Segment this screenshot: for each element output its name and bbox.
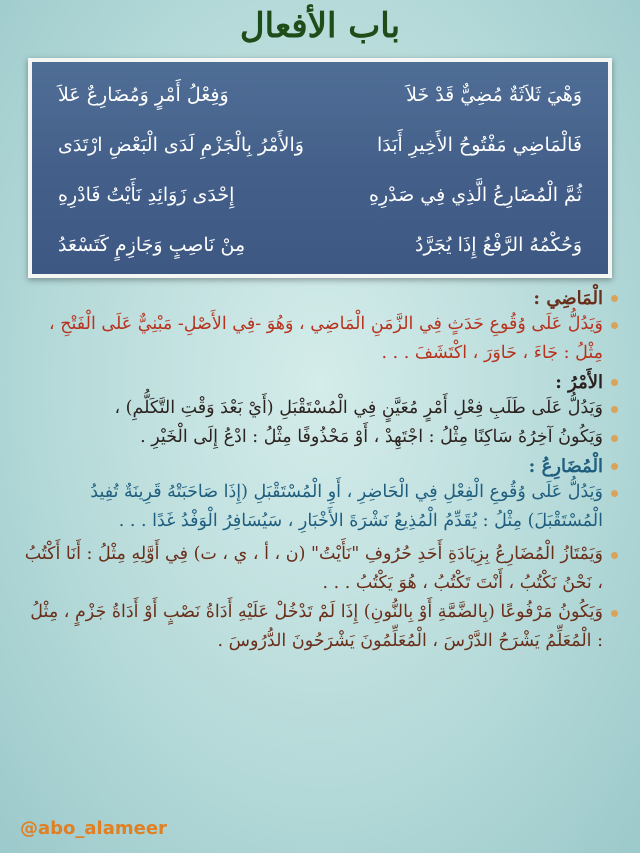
paragraph-text: وَيَكُونُ آخِرُهُ سَاكِنًا مِثْلُ : اجْتَهِدْ ، أَوْ مَحْذُوفًا مِثْلُ : ادْعُ إِلَى الْخَيْرِ . bbox=[140, 427, 603, 447]
section-heading-imperative bbox=[22, 370, 618, 394]
bullet-icon bbox=[611, 435, 618, 442]
poem-hemistich: وَهْيَ ثَلاَثَةٌ مُضِيٌّ قَدْ خَلاَ bbox=[406, 84, 582, 106]
poem-hemistich: فَالْمَاضِي مَفْتُوحُ الأَخِيرِ أَبَدَا bbox=[376, 134, 582, 156]
paragraph-text: وَيَدُلُّ عَلَى وُقُوعِ الْفِعْلِ فِي الْحَاضِرِ ، أَوِ الْمُسْتَقْبَلِ (إِذَا صَاحَبَتْهُ قَرِينَةٌ تُفِيدُ الْمُسْتَقْبَلَ) مِثْلُ : يُقَدِّمُ الْمُذِيعُ نَشْرَةَ الأَخْبَارِ ، سَيُسَافِرُ الْوَفْدُ غَدًا . . . bbox=[90, 482, 603, 531]
bullet-icon bbox=[611, 379, 618, 386]
author-watermark: @abo_alameer bbox=[20, 818, 167, 839]
poem-line-1 bbox=[32, 76, 608, 122]
bullet-icon bbox=[611, 295, 618, 302]
bullet-icon bbox=[611, 610, 618, 617]
paragraph-present-definition bbox=[22, 478, 618, 536]
paragraph-text: وَيَدُلُّ عَلَى وُقُوعِ حَدَثٍ فِي الزَّمَنِ الْمَاضِي ، وَهُوَ -فِي الأَصْلِ- مَبْنِيٌّ عَلَى الْفَتْحِ ، مِثْلُ : جَاءَ ، حَاوَرَ ، اكْتَشَفَ . . . bbox=[48, 314, 603, 363]
section-heading-present bbox=[22, 454, 618, 478]
bullet-icon bbox=[611, 406, 618, 413]
bullet-icon bbox=[611, 552, 618, 559]
page-title: باب الأفعال bbox=[239, 6, 401, 46]
heading-text: الْمَاضِي : bbox=[533, 287, 603, 309]
heading-text: الْمُضَارِعُ : bbox=[528, 455, 603, 477]
poem-hemistich: مِنْ نَاصِبٍ وَجَازِمٍ كَتَسْعَدُ bbox=[58, 234, 246, 256]
poem-box bbox=[28, 58, 612, 278]
explanation-content bbox=[22, 286, 618, 656]
paragraph-past-definition bbox=[22, 310, 618, 368]
poem-line-3 bbox=[32, 176, 608, 222]
paragraph-text: وَيَكُونُ مَرْفُوعًا (بِالضَّمَّةِ أَوْ بِالنُّونِ) إِذَا لَمْ تَدْخُلْ عَلَيْهِ أَدَاةُ نَصْبٍ أَوْ أَدَاةُ جَزْمٍ ، مِثْلُ : الْمُعَلِّمُ يَشْرَحُ الدَّرْسَ ، الْمُعَلِّمُونَ يَشْرَحُونَ الدُّرُوسَ . bbox=[30, 602, 603, 651]
paragraph-imperative-ending bbox=[22, 423, 618, 452]
poem-line-2 bbox=[32, 126, 608, 172]
paragraph-imperative-definition bbox=[22, 394, 618, 423]
poem-hemistich: إِحْدَى زَوَائِدِ نَأَيْتُ فَادْرِهِ bbox=[58, 184, 235, 206]
section-heading-past bbox=[22, 286, 618, 310]
poem-hemistich: وَحُكْمُهُ الرَّفْعُ إِذَا يُجَرَّدُ bbox=[415, 234, 582, 256]
poem-hemistich: وَالأَمْرُ بِالْجَزْمِ لَدَى الْبَعْضِ ارْتَدَى bbox=[58, 134, 304, 156]
heading-text: الأَمْرُ : bbox=[555, 371, 603, 393]
paragraph-present-case bbox=[22, 598, 618, 656]
bullet-icon bbox=[611, 463, 618, 470]
paragraph-present-prefix bbox=[22, 540, 618, 598]
paragraph-text: وَيَمْتَازُ الْمُضَارِعُ بِزِيَادَةِ أَحَدِ حُرُوفِ "نَأَيْتُ" (ن ، أ ، ي ، ت) فِي أَوَّلِهِ مِثْلُ : أَنَا أَكْتُبُ ، نَحْنُ نَكْتُبُ ، أَنْتَ تَكْتُبُ ، هُوَ يَكْتُبُ . . . bbox=[24, 544, 603, 593]
poem-line-4 bbox=[32, 226, 608, 272]
poem-hemistich: وَفِعْلُ أَمْرٍ وَمُضَارِعٌ عَلاَ bbox=[58, 84, 229, 106]
bullet-icon bbox=[611, 490, 618, 497]
bullet-icon bbox=[611, 322, 618, 329]
poem-hemistich: ثُمَّ الْمُضَارِعُ الَّذِي فِي صَدْرِهِ bbox=[369, 184, 582, 206]
paragraph-text: وَيَدُلُّ عَلَى طَلَبِ فِعْلِ أَمْرٍ مُعَيَّنٍ فِي الْمُسْتَقْبَلِ (أَيْ بَعْدَ وَقْتِ التَّكَلُّمِ) ، bbox=[114, 398, 603, 418]
